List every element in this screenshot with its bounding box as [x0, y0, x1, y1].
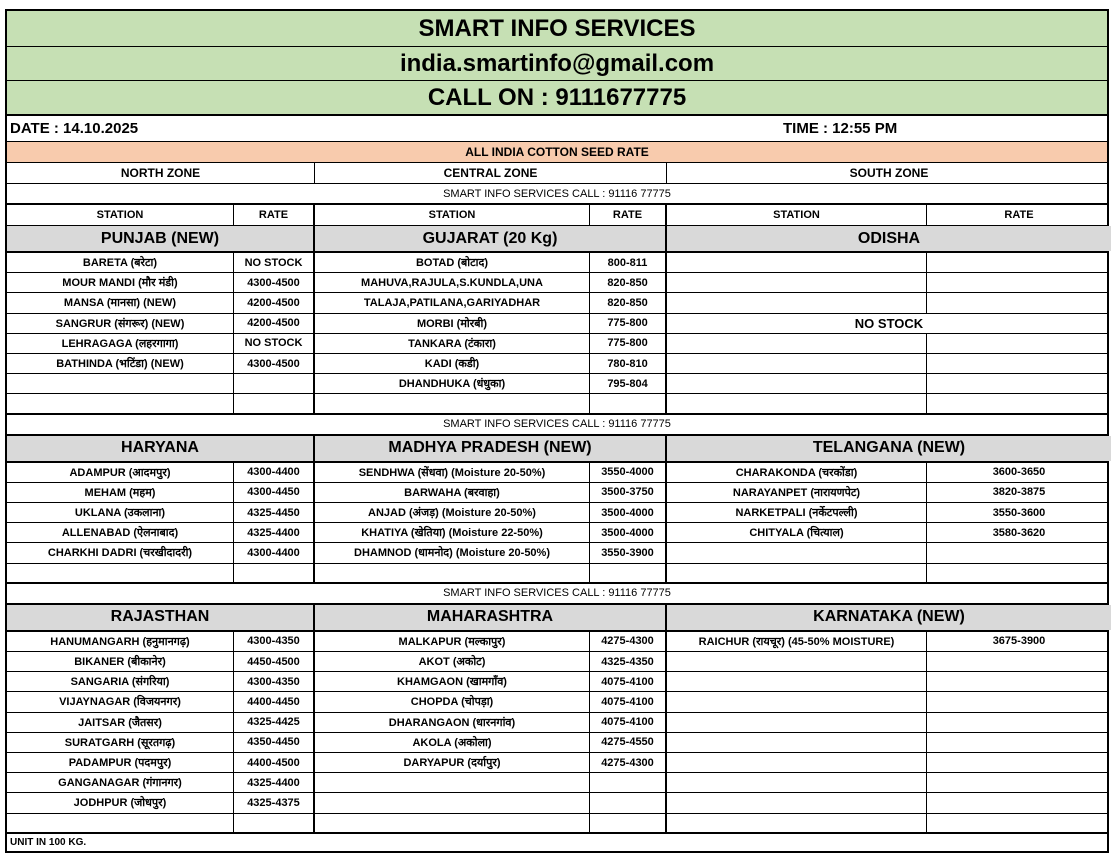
station-name: CHARAKONDA (चरकोंडा): [667, 463, 927, 482]
table-row: [7, 273, 1107, 293]
station-name: SURATGARH (सूरतगढ़): [7, 733, 234, 752]
station-name: CHARKHI DADRI (चरखीदादरी): [7, 543, 234, 562]
rate-value: 4075-4100: [590, 692, 667, 711]
rate-sheet: [5, 9, 1109, 853]
rate-value: 3820-3875: [992, 486, 1046, 499]
station-header: STATION: [7, 205, 234, 225]
table-row: [7, 394, 1107, 414]
table-row: [7, 793, 1107, 813]
rate-value: 4300-4400: [234, 543, 315, 562]
rate-value: 3550-4000: [590, 463, 667, 482]
station-name: SANGRUR (संगरूर) (NEW): [7, 314, 234, 333]
rate-value: [590, 793, 667, 812]
rate-value: [927, 692, 1111, 711]
rate-value: [927, 753, 1111, 772]
zone-south: SOUTH ZONE: [849, 166, 929, 180]
odisha-stock-status: NO STOCK: [854, 315, 924, 331]
rate-value: NO STOCK: [234, 334, 315, 353]
rate-value: [927, 713, 1111, 732]
station-name: [667, 354, 927, 373]
station-name: [667, 713, 927, 732]
rate-value: [927, 814, 1111, 832]
station-name: MOUR MANDI (मौर मंडी): [7, 273, 234, 292]
state-name: GUJARAT (20 Kg): [315, 226, 667, 251]
rate-value: 795-804: [590, 374, 667, 393]
station-header: STATION: [315, 205, 590, 225]
rate-value: [927, 354, 1111, 373]
rate-value: 3550-3900: [590, 543, 667, 562]
company-title: [7, 11, 1107, 47]
station-name: DHARANGAON (धारनगांव): [315, 713, 590, 732]
station-name: JODHPUR (जोधपुर): [7, 793, 234, 812]
table-row: [7, 354, 1107, 374]
rate-value: 3580-3620: [992, 526, 1046, 539]
rate-value: [234, 374, 315, 393]
call-number-text: CALL ON : 9111677775: [427, 83, 687, 111]
rate-value: [927, 672, 1111, 691]
company-title-text: SMART INFO SERVICES: [418, 14, 696, 42]
table-row: [7, 733, 1107, 753]
station-name: UKLANA (उकलाना): [7, 503, 234, 522]
rate-value: [927, 374, 1111, 393]
station-name: GANGANAGAR (गंगानगर): [7, 773, 234, 792]
separator-row: [7, 584, 1107, 605]
unit-footer: [7, 834, 1107, 851]
zone-north: NORTH ZONE: [7, 163, 315, 183]
state-name: MADHYA PRADESH (NEW): [315, 436, 667, 461]
station-name: MORBI (मोरबी): [315, 314, 590, 333]
station-name: [667, 692, 927, 711]
station-name: DHAMNOD (धामनोद) (Moisture 20-50%): [315, 543, 590, 562]
state-name: ODISHA: [667, 226, 1111, 251]
station-name: [315, 814, 590, 832]
station-name: JAITSAR (जैतसर): [7, 713, 234, 732]
station-name: CHITYALA (चित्याल): [667, 523, 927, 542]
station-name: KHATIYA (खेतिया) (Moisture 22-50%): [315, 523, 590, 542]
rate-value: [927, 253, 1111, 272]
table-row: [7, 253, 1107, 273]
station-name: [667, 672, 927, 691]
rate-header: RATE: [1004, 209, 1034, 221]
rate-value: 780-810: [590, 354, 667, 373]
station-name: [667, 564, 927, 582]
station-name: MAHUVA,RAJULA,S.KUNDLA,UNA: [315, 273, 590, 292]
station-name: [667, 814, 927, 832]
table-row: [7, 483, 1107, 503]
station-name: [667, 773, 927, 792]
rate-value: 4350-4450: [234, 733, 315, 752]
rate-value: [927, 293, 1111, 312]
station-name: BARWAHA (बरवाहा): [315, 483, 590, 502]
rate-value: 4075-4100: [590, 713, 667, 732]
rate-value: 4300-4500: [234, 354, 315, 373]
station-name: [667, 733, 927, 752]
table-row: [7, 503, 1107, 523]
state-header-row: [7, 605, 1107, 632]
table-row: [7, 692, 1107, 712]
station-name: RAICHUR (रायचूर) (45-50% MOISTURE): [667, 632, 927, 651]
station-name: [667, 334, 927, 353]
station-name: BARETA (बरेटा): [7, 253, 234, 272]
station-name: [667, 374, 927, 393]
table-row: [7, 374, 1107, 394]
station-name: [315, 564, 590, 582]
rate-value: 3500-3750: [590, 483, 667, 502]
state-name: HARYANA: [7, 436, 315, 461]
station-name: [667, 652, 927, 671]
time-label: TIME : 12:55 PM: [783, 120, 898, 137]
state-name: MAHARASHTRA: [315, 605, 667, 630]
rate-value: 4275-4300: [590, 632, 667, 651]
state-name: TELANGANA (NEW): [667, 436, 1111, 461]
table-row: [7, 463, 1107, 483]
zone-central: CENTRAL ZONE: [315, 163, 667, 183]
station-name: [667, 793, 927, 812]
rate-value: 4300-4500: [234, 273, 315, 292]
station-name: ANJAD (अंजड़) (Moisture 20-50%): [315, 503, 590, 522]
table-row: [7, 713, 1107, 733]
rate-value: [590, 394, 667, 412]
station-name: [315, 773, 590, 792]
rate-value: 3600-3650: [992, 466, 1046, 479]
table-row: [7, 523, 1107, 543]
state-name: KARNATAKA (NEW): [667, 605, 1111, 630]
rate-value: 820-850: [590, 293, 667, 312]
station-name: [667, 293, 927, 312]
rate-value: 4300-4400: [234, 463, 315, 482]
station-name: KADI (कडी): [315, 354, 590, 373]
rate-value: 4275-4550: [590, 733, 667, 752]
station-name: [315, 394, 590, 412]
station-name: VIJAYNAGAR (विजयनगर): [7, 692, 234, 711]
rate-header: RATE: [590, 205, 667, 225]
call-number: [7, 81, 1107, 116]
station-name: MALKAPUR (मल्कापुर): [315, 632, 590, 651]
company-email-text: india.smartinfo@gmail.com: [399, 49, 715, 77]
rate-value: [234, 394, 315, 412]
rate-value: 800-811: [590, 253, 667, 272]
rate-value: 820-850: [590, 273, 667, 292]
separator-row: [7, 415, 1107, 436]
station-name: PADAMPUR (पदमपुर): [7, 753, 234, 772]
station-name: [667, 543, 927, 562]
station-name: [7, 394, 234, 412]
station-name: SENDHWA (सेंधवा) (Moisture 20-50%): [315, 463, 590, 482]
rate-value: 4300-4350: [234, 632, 315, 651]
rate-value: [590, 564, 667, 582]
rate-value: 4325-4375: [234, 793, 315, 812]
rate-value: 4325-4425: [234, 713, 315, 732]
rate-value: 4400-4450: [234, 692, 315, 711]
separator-text: SMART INFO SERVICES CALL : 91116 77775: [443, 187, 671, 200]
station-name: SANGARIA (संगरिया): [7, 672, 234, 691]
station-name: BIKANER (बीकानेर): [7, 652, 234, 671]
rate-header: RATE: [234, 205, 315, 225]
table-row: [7, 753, 1107, 773]
station-name: ADAMPUR (आदमपुर): [7, 463, 234, 482]
rate-value: 775-800: [590, 314, 667, 333]
station-name: TALAJA,PATILANA,GARIYADHAR: [315, 293, 590, 312]
station-name: AKOLA (अकोला): [315, 733, 590, 752]
station-name: LEHRAGAGA (लहरगागा): [7, 334, 234, 353]
rate-value: [927, 733, 1111, 752]
table-row: [7, 293, 1107, 313]
separator-text: SMART INFO SERVICES CALL : 91116 77775: [443, 418, 671, 431]
table-row: [7, 314, 1107, 334]
rate-value: 4200-4500: [234, 293, 315, 312]
station-name: HANUMANGARH (हनुमानगढ़): [7, 632, 234, 651]
state-name: RAJASTHAN: [7, 605, 315, 630]
rate-value: [927, 793, 1111, 812]
state-name: PUNJAB (NEW): [7, 226, 315, 251]
rate-value: 4400-4500: [234, 753, 315, 772]
rate-value: 4325-4450: [234, 503, 315, 522]
rate-value: [234, 564, 315, 582]
station-name: [315, 793, 590, 812]
table-row: [7, 632, 1107, 652]
rate-value: 4450-4500: [234, 652, 315, 671]
rate-value: 3500-4000: [590, 523, 667, 542]
station-name: TANKARA (टंकारा): [315, 334, 590, 353]
company-email: [7, 47, 1107, 81]
rate-banner-text: ALL INDIA COTTON SEED RATE: [465, 145, 649, 159]
rate-value: 4325-4400: [234, 523, 315, 542]
date-time-row: [7, 116, 1107, 142]
station-name: NARAYANPET (नारायणपेट): [667, 483, 927, 502]
station-name: [667, 753, 927, 772]
rate-value: [927, 652, 1111, 671]
station-name: [7, 374, 234, 393]
rate-value: [234, 814, 315, 832]
station-name: KHAMGAON (खामगाँव): [315, 672, 590, 691]
station-name: ALLENABAD (ऐलनाबाद): [7, 523, 234, 542]
unit-footer-text: UNIT IN 100 KG.: [10, 836, 87, 848]
table-row: [7, 773, 1107, 793]
rate-value: [590, 773, 667, 792]
table-row: [7, 652, 1107, 672]
rate-value: 4275-4300: [590, 753, 667, 772]
table-row: [7, 334, 1107, 354]
separator-row: [7, 184, 1107, 205]
table-row: [7, 814, 1107, 834]
rate-value: 4325-4400: [234, 773, 315, 792]
rate-banner: [7, 142, 1107, 163]
station-name: [667, 394, 927, 412]
rate-value: [590, 814, 667, 832]
station-header: STATION: [667, 205, 927, 225]
rate-value: 4325-4350: [590, 652, 667, 671]
station-name: [667, 253, 927, 272]
station-name: CHOPDA (चोपड़ा): [315, 692, 590, 711]
date-label: DATE : 14.10.2025: [10, 120, 139, 137]
zone-header-row: [7, 163, 1107, 184]
station-name: [667, 273, 927, 292]
station-name: DHANDHUKA (धंधुका): [315, 374, 590, 393]
station-name: MEHAM (महम): [7, 483, 234, 502]
table-row: [7, 564, 1107, 584]
station-name: BATHINDA (भटिंडा) (NEW): [7, 354, 234, 373]
rate-value: [927, 394, 1111, 412]
station-name: [7, 564, 234, 582]
station-name: AKOT (अकोट): [315, 652, 590, 671]
rate-value: 4075-4100: [590, 672, 667, 691]
rate-value: 3550-3600: [992, 506, 1046, 519]
rate-value: 3675-3900: [992, 635, 1046, 648]
rate-value: [927, 273, 1111, 292]
station-name: NARKETPALI (नर्केटपल्ली): [667, 503, 927, 522]
rate-value: [927, 543, 1111, 562]
rate-value: 775-800: [590, 334, 667, 353]
rate-value: [927, 564, 1111, 582]
station-name: [7, 814, 234, 832]
station-name: BOTAD (बोटाद): [315, 253, 590, 272]
station-name: MANSA (मानसा) (NEW): [7, 293, 234, 312]
rate-value: 3500-4000: [590, 503, 667, 522]
rate-value: 4300-4450: [234, 483, 315, 502]
table-row: [7, 543, 1107, 563]
rate-value: 4200-4500: [234, 314, 315, 333]
state-header-row: [7, 226, 1107, 253]
rate-value: 4300-4350: [234, 672, 315, 691]
station-name: DARYAPUR (दर्यापुर): [315, 753, 590, 772]
rate-value: [927, 334, 1111, 353]
separator-text: SMART INFO SERVICES CALL : 91116 77775: [443, 587, 671, 600]
rate-value: NO STOCK: [234, 253, 315, 272]
state-header-row: [7, 436, 1107, 463]
column-header-row: [7, 205, 1107, 226]
rate-value: [927, 773, 1111, 792]
table-row: [7, 672, 1107, 692]
